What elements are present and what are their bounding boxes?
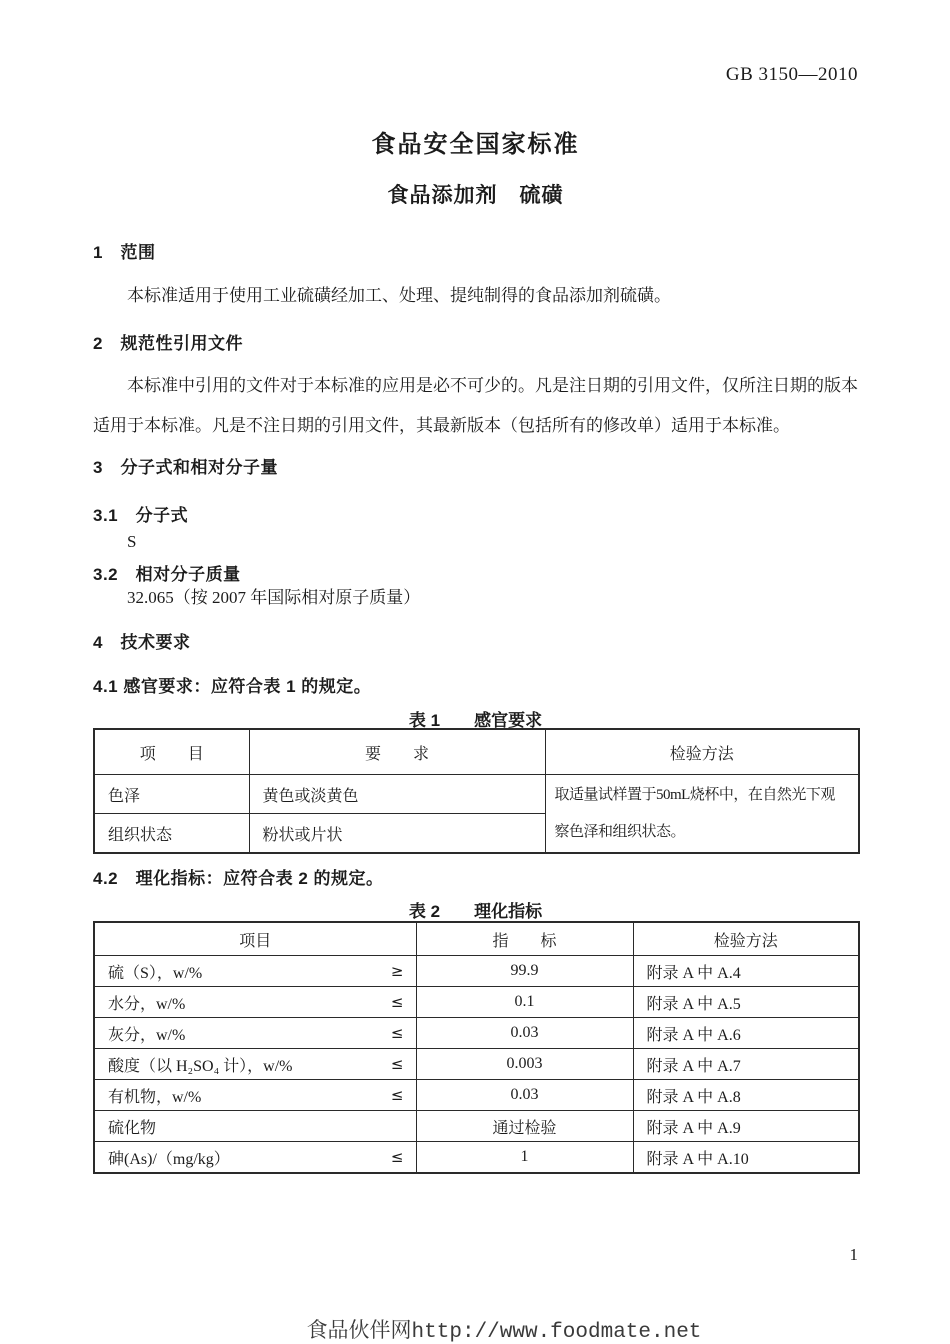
table-2-item-sulfur — [94, 956, 416, 987]
table-2-value: 99.9 — [416, 956, 633, 987]
item-label: 砷(As)/（mg/kg） — [108, 1150, 230, 1168]
table-2-header-item: 项目 — [94, 922, 416, 956]
table-2-item-moisture — [94, 987, 416, 1018]
document-subtitle: 食品添加剂 硫磺 — [387, 184, 564, 207]
table-2-header-method: 检验方法 — [633, 922, 859, 956]
table-row — [94, 1018, 859, 1049]
table-1-header-method: 检验方法 — [545, 729, 859, 775]
table-2-header-row — [94, 922, 859, 956]
table-row — [94, 1142, 859, 1174]
table-1-method-cell: 取适量试样置于50mL烧杯中，在自然光下观察色泽和组织状态。 — [545, 775, 859, 854]
table-row — [94, 987, 859, 1018]
item-label: 灰分，w/% — [108, 1026, 186, 1044]
table-2-value: 0.003 — [416, 1049, 633, 1080]
section-3-1-body: S — [127, 532, 137, 551]
table-2-item-sulfide — [94, 1111, 416, 1142]
table-1-item-texture: 组织状态 — [94, 814, 249, 854]
table-2-item-organics — [94, 1080, 416, 1111]
table-2-item-arsenic — [94, 1142, 416, 1174]
page-number: 1 — [849, 1245, 858, 1264]
section-1-body: 本标准适用于使用工业硫磺经加工、处理、提纯制得的食品添加剂硫磺。 — [127, 286, 671, 305]
section-4-heading: 4 技术要求 — [93, 633, 191, 652]
greater-equal-symbol: ≥ — [390, 962, 404, 980]
table-2-method: 附录 A 中 A.6 — [633, 1018, 859, 1049]
item-label: 水分，w/% — [108, 995, 186, 1013]
table-2-item-acidity — [94, 1049, 416, 1080]
section-4-1-heading: 4.1 感官要求：应符合表 1 的规定。 — [93, 677, 372, 696]
table-2-method: 附录 A 中 A.5 — [633, 987, 859, 1018]
table-row — [94, 775, 859, 814]
table-2-value: 0.1 — [416, 987, 633, 1018]
table-2-method: 附录 A 中 A.9 — [633, 1111, 859, 1142]
table-2-value: 0.03 — [416, 1018, 633, 1049]
site-footer-watermark: 食品伙伴网http://www.foodmate.net — [306, 1321, 702, 1344]
section-3-2-heading: 3.2 相对分子质量 — [93, 565, 241, 584]
section-2-body: 本标准中引用的文件对于本标准的应用是必不可少的。凡是注日期的引用文件，仅所注日期的版本适用于本标准。凡是不注日期的引用文件，其最新版本（包括所有的修改单）适用于本标准。 — [93, 376, 858, 435]
table-2-method: 附录 A 中 A.10 — [633, 1142, 859, 1174]
section-1-heading: 1 范围 — [93, 243, 156, 262]
table-2-value: 通过检验 — [416, 1111, 633, 1142]
less-equal-symbol: ≤ — [390, 1086, 404, 1104]
item-label: 酸度（以 H₂SO₄ 计），w/% — [108, 1057, 293, 1075]
table-2-caption: 表 2 理化指标 — [408, 902, 543, 921]
standard-code: GB 3150—2010 — [725, 64, 858, 85]
table-2-method: 附录 A 中 A.8 — [633, 1080, 859, 1111]
table-2-header-index: 指 标 — [416, 922, 633, 956]
table-1-requirement-texture: 粉状或片状 — [249, 814, 545, 854]
section-4-2-heading: 4.2 理化指标：应符合表 2 的规定。 — [93, 869, 384, 888]
table-2-method: 附录 A 中 A.4 — [633, 956, 859, 987]
item-label: 硫（S），w/% — [108, 964, 203, 982]
table-1-item-color: 色泽 — [94, 775, 249, 814]
table-2-physicochemical-indexes — [93, 921, 860, 1174]
table-2-item-ash — [94, 1018, 416, 1049]
table-1-header-row — [94, 729, 859, 775]
table-2-value: 0.03 — [416, 1080, 633, 1111]
less-equal-symbol: ≤ — [390, 1055, 404, 1073]
table-1-caption: 表 1 感官要求 — [408, 711, 543, 730]
less-equal-symbol: ≤ — [390, 993, 404, 1011]
table-row — [94, 1111, 859, 1142]
table-1-header-item: 项 目 — [94, 729, 249, 775]
table-row — [94, 956, 859, 987]
table-2-value: 1 — [416, 1142, 633, 1174]
item-label: 有机物，w/% — [108, 1088, 202, 1106]
table-2-method: 附录 A 中 A.7 — [633, 1049, 859, 1080]
document-title: 食品安全国家标准 — [371, 131, 580, 158]
table-1-sensory-requirements — [93, 728, 860, 854]
table-1-requirement-color: 黄色或淡黄色 — [249, 775, 545, 814]
item-label: 硫化物 — [108, 1119, 157, 1137]
section-3-1-heading: 3.1 分子式 — [93, 506, 189, 525]
less-equal-symbol: ≤ — [390, 1024, 404, 1042]
table-row — [94, 1080, 859, 1111]
section-3-heading: 3 分子式和相对分子量 — [93, 458, 278, 477]
table-1-header-requirement: 要 求 — [249, 729, 545, 775]
section-3-2-body: 32.065（按 2007 年国际相对原子质量） — [127, 588, 421, 607]
section-2-heading: 2 规范性引用文件 — [93, 334, 243, 353]
less-equal-symbol: ≤ — [390, 1148, 404, 1166]
table-row — [94, 1049, 859, 1080]
